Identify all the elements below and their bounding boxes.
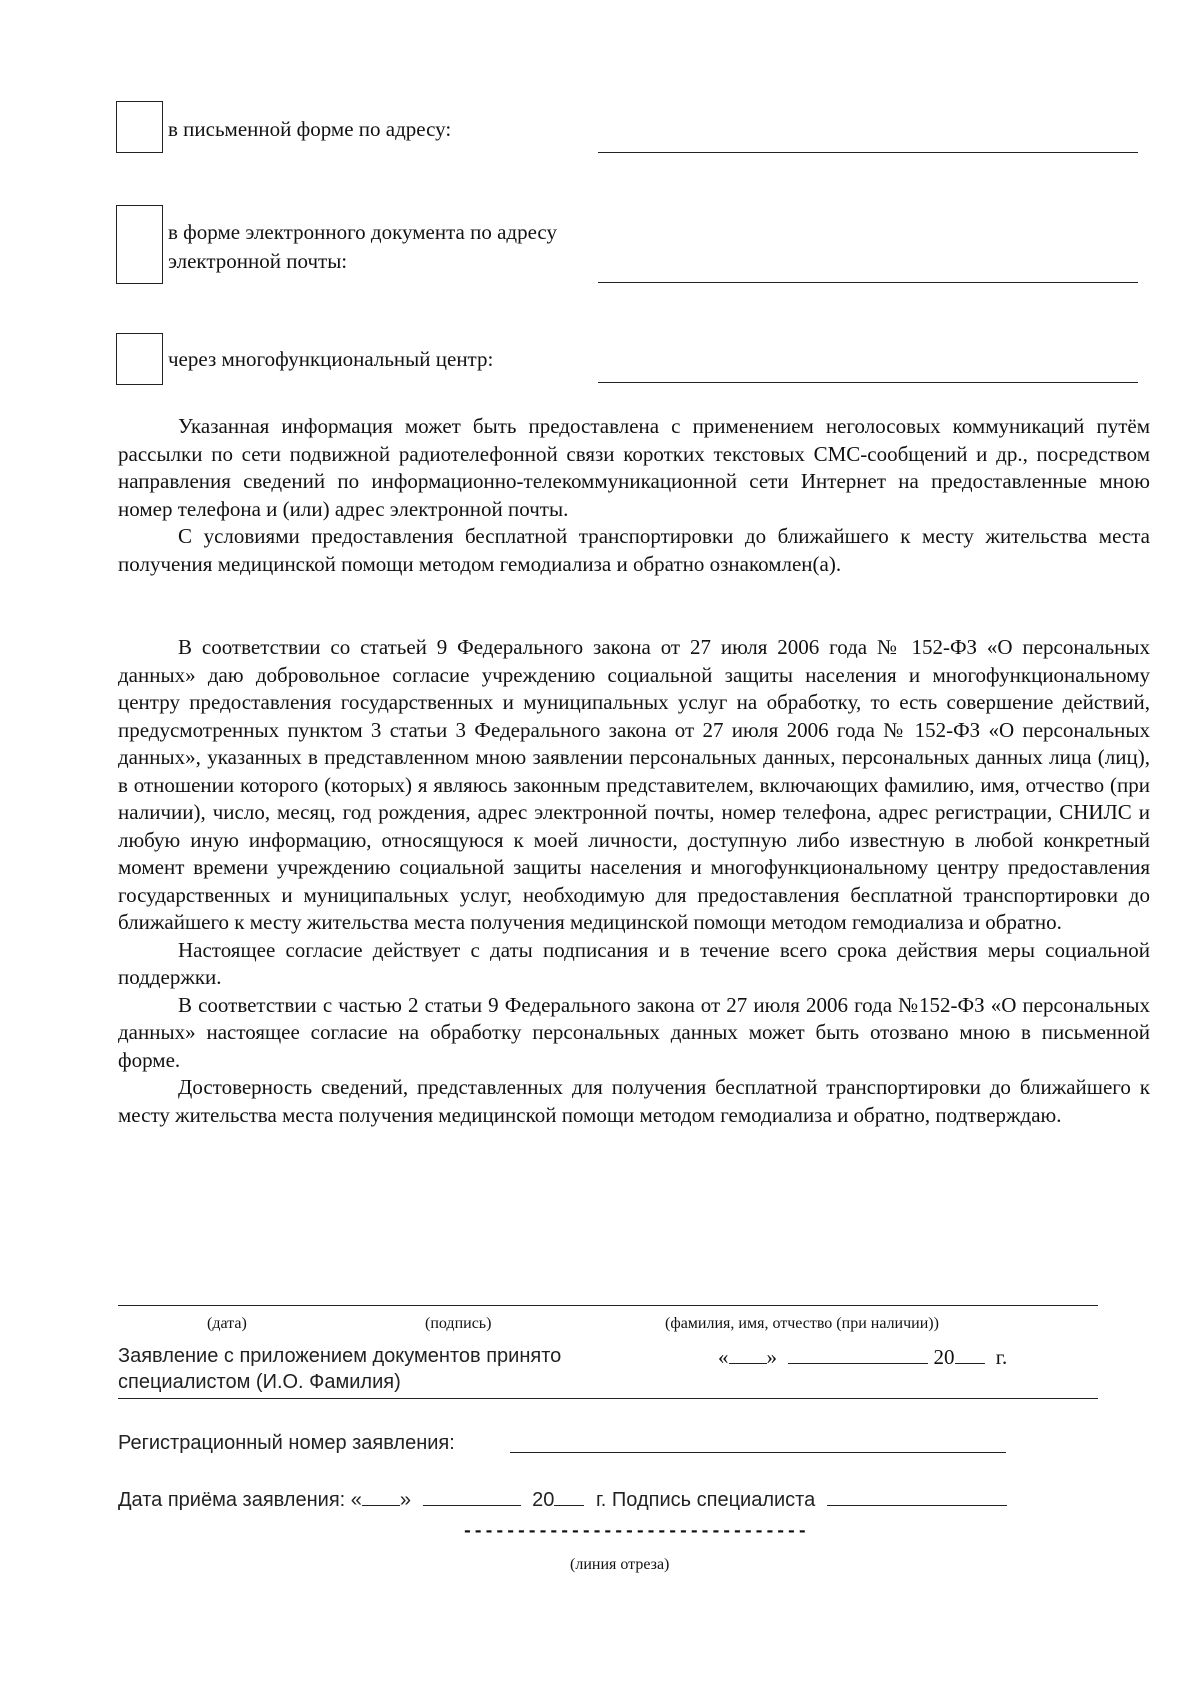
checkbox-mfc[interactable] <box>116 333 163 385</box>
paragraph-confirmation: Достоверность сведений, представленных для получения бесплатной транспортировки до ближайшего к месту жительства места получения медицинской помощи методом гемодиализа и обратно, подтверждаю. <box>118 1075 1150 1127</box>
date-caption: (дата) <box>207 1315 247 1332</box>
acceptance-year-suffix: г. <box>995 1345 1008 1369</box>
specialist-signature-field[interactable] <box>827 1485 1007 1506</box>
email-address-field[interactable] <box>598 282 1138 283</box>
reception-year-field[interactable] <box>554 1485 584 1506</box>
reception-day-field[interactable] <box>362 1485 400 1506</box>
acceptance-year-field[interactable] <box>955 1343 985 1364</box>
paragraph-personal-data-consent: В соответствии со статьей 9 Федерального закона от 27 июля 2006 года № 152-ФЗ «О персональных данных» даю добровольное согласие учреждению социальной защиты населения и многофункциональному центру предоставления государственных и муниципальных услуг на обработку, то есть совершение действий, предусмотренных пунктом 3 статьи 3 Федерального закона от 27 июля 2006 года № 152-ФЗ «О персональных данных», указанных в представленном мною заявлении персональных данных, персональных данных лица (лиц), в отношении которого (которых) я являюсь законным представителем, включающих фамилию, имя, отчество (при наличии), число, месяц, год рождения, адрес электронной почты, номер телефона, адрес регистрации, СНИЛС и любую иную информацию, относящуюся к моей личности, доступную либо известную в любой конкретный момент времени учреждению социальной защиты населения и многофункциональному центру предоставления государственных и муниципальных услуг, необходимую для предоставления бесплатной транспортировки до ближайшего к месту жительства места получения медицинской помощи методом гемодиализа и обратно. <box>118 635 1150 934</box>
cut-line-caption: (линия отреза) <box>570 1556 670 1573</box>
reception-signature-label: г. Подпись специалиста <box>595 1489 816 1511</box>
paragraph-notification: Указанная информация может быть предоставлена с применением неголосовых коммуникаций путём рассылки по сети подвижной радиотелефонной связи коротких текстовых СМС-сообщений и др., посредством направления сведений по информационно-телекоммуникационной сети Интернет на предоставленные мною номер телефона и (или) адрес электронной почты. <box>118 414 1150 521</box>
reception-date-label: Дата приёма заявления: « <box>118 1489 362 1511</box>
postal-address-field[interactable] <box>598 152 1138 153</box>
option-email-label: в форме электронного документа по адресу электронной почты: <box>168 220 557 273</box>
fio-caption: (фамилия, имя, отчество (при наличии)) <box>665 1315 939 1332</box>
option-mfc-label: через многофункциональный центр: <box>168 347 494 371</box>
acceptance-line-2: специалистом (И.О. Фамилия) <box>118 1371 401 1393</box>
option-postal-label: в письменной форме по адресу: <box>168 117 452 141</box>
paragraph-consent-term: Настоящее согласие действует с даты подписания и в течение всего срока действия меры социальной поддержки. <box>118 937 1150 989</box>
acceptance-text <box>118 1343 638 1395</box>
acceptance-month-field[interactable] <box>788 1343 928 1364</box>
signature-caption: (подпись) <box>425 1315 492 1332</box>
acceptance-bottom-line <box>118 1398 1098 1399</box>
acceptance-date <box>718 1343 1007 1370</box>
checkbox-postal[interactable] <box>116 101 163 153</box>
paragraph-consent-revocation: В соответствии с частью 2 статьи 9 Федерального закона от 27 июля 2006 года №152-ФЗ «О персональных данных» настоящее согласие на обработку персональных данных может быть отозвано мною в письменной форме. <box>118 992 1150 1072</box>
reception-row <box>118 1485 1007 1513</box>
cut-line: -------------------------------- <box>462 1522 808 1542</box>
consent-text-block-2 <box>118 634 1150 1129</box>
signature-line[interactable] <box>118 1305 1098 1306</box>
registration-number-field[interactable] <box>510 1452 1006 1453</box>
reception-date-close-quote: » <box>399 1489 412 1511</box>
acceptance-line-1: Заявление с приложением документов принято <box>118 1345 562 1367</box>
paragraph-conditions: С условиями предоставления бесплатной транспортировки до ближайшего к месту жительства места получения медицинской помощи методом гемодиализа и обратно ознакомлен(а). <box>118 524 1150 576</box>
mfc-field[interactable] <box>598 382 1138 383</box>
acceptance-date-close-quote: » <box>766 1345 777 1369</box>
acceptance-date-open-quote: « <box>718 1345 729 1369</box>
checkbox-email[interactable] <box>116 205 163 284</box>
reception-month-field[interactable] <box>423 1485 521 1506</box>
acceptance-year-prefix: 20 <box>933 1345 955 1369</box>
registration-number-label: Регистрационный номер заявления: <box>118 1432 455 1454</box>
consent-text-block-1 <box>118 413 1150 578</box>
reception-year-prefix: 20 <box>532 1489 555 1511</box>
acceptance-day-field[interactable] <box>729 1343 767 1364</box>
